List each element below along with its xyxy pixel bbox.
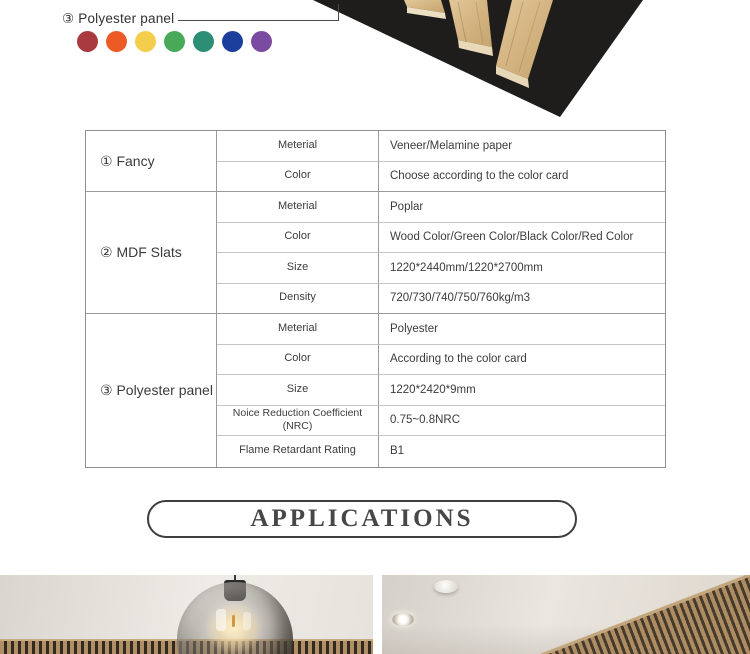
color-swatch-teal bbox=[193, 31, 214, 52]
color-swatch-purple bbox=[251, 31, 272, 52]
glass-reflection bbox=[216, 609, 226, 631]
swatch-row bbox=[77, 31, 272, 52]
connector-line-vertical bbox=[338, 4, 339, 21]
application-photo-ceiling-wall bbox=[382, 575, 750, 654]
wood-slat-panel bbox=[537, 575, 750, 654]
spec-attr-cell: Color bbox=[217, 345, 379, 376]
spec-attr-cell: Flame Retardant Rating bbox=[217, 436, 379, 467]
color-swatch-green bbox=[164, 31, 185, 52]
spec-attr-cell: Color bbox=[217, 223, 379, 254]
color-swatch-orange bbox=[106, 31, 127, 52]
spec-value-cell: Poplar bbox=[379, 192, 665, 223]
recessed-spotlight bbox=[392, 613, 414, 626]
applications-title: APPLICATIONS bbox=[250, 505, 474, 532]
spec-attr-cell: Meterial bbox=[217, 131, 379, 162]
product-label: ③ Polyester panel bbox=[62, 11, 175, 26]
spec-group-cell-mdf-slats: ② MDF Slats bbox=[86, 192, 217, 314]
spec-group-cell-fancy: ① Fancy bbox=[86, 131, 217, 192]
spec-attr-cell: Meterial bbox=[217, 192, 379, 223]
spec-attr-cell: Noice Reduction Coefficient (NRC) bbox=[217, 406, 379, 437]
spec-attr-cell: Size bbox=[217, 253, 379, 284]
color-swatch-yellow bbox=[135, 31, 156, 52]
glass-reflection bbox=[243, 612, 251, 630]
spec-value-cell: 1220*2440mm/1220*2700mm bbox=[379, 253, 665, 284]
spec-value-cell: Polyester bbox=[379, 314, 665, 345]
spec-attr-cell: Meterial bbox=[217, 314, 379, 345]
spec-attr-cell: Color bbox=[217, 162, 379, 193]
spec-value-cell: B1 bbox=[390, 445, 405, 458]
spec-attr-cell: Size bbox=[217, 375, 379, 406]
color-swatch-blue bbox=[222, 31, 243, 52]
spec-attr-cell: Density bbox=[217, 284, 379, 315]
spec-value-cell: Veneer/Melamine paper bbox=[379, 131, 665, 162]
applications-banner bbox=[147, 500, 577, 538]
color-swatch-crimson bbox=[77, 31, 98, 52]
bulb-glow bbox=[205, 603, 263, 654]
spec-value-cell: Wood Color/Green Color/Black Color/Red Color bbox=[379, 223, 665, 254]
spec-value-cell: According to the color card bbox=[379, 345, 665, 376]
spec-value-cell: 0.75~0.8NRC bbox=[379, 406, 665, 437]
spec-value-cell: 720/730/740/750/760kg/m3 bbox=[379, 284, 665, 315]
spec-group-cell-polyester-panel: ③ Polyester panel bbox=[86, 314, 217, 467]
spec-table bbox=[85, 130, 666, 468]
connector-line-horizontal bbox=[178, 20, 338, 21]
bulb-filament bbox=[232, 615, 235, 627]
spec-value-cell: 1220*2420*9mm bbox=[379, 375, 665, 406]
smoke-detector bbox=[434, 580, 458, 593]
application-photo-pendant-lamp bbox=[0, 575, 373, 654]
spec-value-cell: Choose according to the color card bbox=[379, 162, 665, 193]
